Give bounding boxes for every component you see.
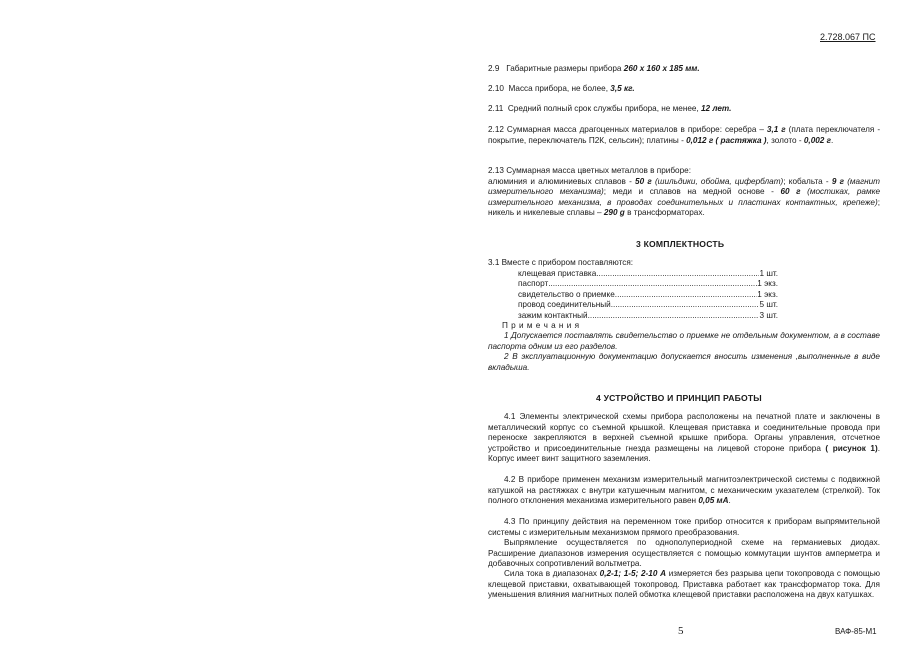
- nickel-mass: 290 g: [603, 208, 625, 217]
- item-text: 4.3 По принципу действия на переменном токе прибор относится к приборам выпрямительной системы с измерительным механизмом прямого преобразования.: [488, 517, 880, 537]
- item-text: (плата переключателя - покрытие, переключатель П2К, сельсин); платины -: [488, 125, 881, 145]
- item-text: ; никель и никелевые сплавы –: [488, 197, 880, 217]
- item-text: .: [831, 135, 834, 145]
- item-text: Суммарная масса цветных металлов в приборе:: [506, 166, 691, 175]
- section-3-heading: 3 КОМПЛЕКТНОСТЬ: [636, 239, 725, 249]
- item-text: измеряется без разрыва цепи токопровода с помощью клещевой приставки, охватывающей токопровод. Приставка работает как трансформатор тока. Для уменьшения влияния магнитных полей обмотка клещевой приставки расположена на двух катушках.: [488, 569, 881, 599]
- item-number: 2.11: [488, 104, 504, 113]
- gold-mass: 0,002 г: [803, 135, 831, 145]
- item-text: ; кобальта -: [783, 176, 829, 186]
- item-text: в трансформаторах.: [627, 208, 705, 217]
- leader-dots: [596, 269, 759, 280]
- item-2-10: [488, 84, 880, 95]
- item-text: Средний полный срок службы прибора, не менее,: [507, 104, 699, 113]
- item-number: 2.10: [488, 84, 504, 93]
- item-text: Масса прибора, не более,: [508, 84, 609, 93]
- aluminum-mass: 50 г: [635, 176, 652, 186]
- kit-item-qty: 1 экз.: [757, 279, 778, 288]
- item-number: 2.9: [488, 64, 500, 73]
- note-text: 1 Допускается поставлять свидетельство о приемке не отдельным документом, а в составе паспорта одним из его разделов.: [488, 331, 880, 351]
- item-2-12: [488, 125, 880, 146]
- document-number: 2.728.067 ПС: [820, 32, 876, 42]
- item-text: Сила тока в диапазонах: [504, 569, 597, 578]
- item-note: (магнит измерительного механизма): [488, 176, 880, 196]
- item-value: 3,5 кг.: [610, 84, 635, 93]
- cobalt-mass: 9 г: [831, 176, 844, 186]
- item-value: 12 лет.: [701, 104, 732, 113]
- kit-item-qty: 1 экз.: [757, 289, 778, 299]
- notes-title: П р и м е ч а н и я: [502, 321, 580, 330]
- kit-list: [488, 258, 880, 332]
- kit-item-qty: 5 шт.: [759, 300, 778, 309]
- item-text: Габаритные размеры прибора: [506, 64, 622, 73]
- kit-intro: 3.1 Вместе с прибором поставляются:: [488, 258, 634, 267]
- item-4-4: [488, 538, 880, 570]
- item-4-3: [488, 517, 880, 538]
- kit-item-name: провод соединительный: [518, 300, 611, 309]
- item-text: .: [728, 496, 731, 505]
- item-text: ; меди и сплавов на медной основе -: [603, 187, 774, 196]
- item-value: 260 x 160 x 185 мм.: [623, 64, 700, 73]
- figure-ref: ( рисунок 1): [825, 443, 878, 453]
- leader-dots: [588, 311, 760, 322]
- item-number: 2.12: [488, 125, 504, 134]
- item-text: 4.1 Элементы электрической схемы прибора расположены на печатной плате и заключены в металлический корпус со съемной крышкой. Клещевая приставка и соединительные провода при переноске закрепляются в верхней съемной крышке прибора. Органы управления, отсчетное устройство и присоединительные гнезда размещены на лицевой стороне прибора: [488, 412, 880, 453]
- full-deflection-current: 0,05 мА: [698, 496, 729, 505]
- item-2-13: [488, 166, 880, 219]
- kit-item-name: клещевая приставка: [518, 268, 597, 278]
- section-4-heading: 4 УСТРОЙСТВО И ПРИНЦИП РАБОТЫ: [596, 393, 762, 403]
- item-text: , золото -: [766, 135, 802, 145]
- note-text: 2 В эксплуатационную документацию допускается вносить изменения ,выполненные в виде вкладыша.: [488, 352, 880, 372]
- item-4-5: [488, 569, 880, 601]
- note-1: [488, 331, 880, 352]
- item-text: Выпрямление осуществляется по однополупериодной схеме на германиевых диодах. Расширение диапазонов измерения осуществляется с помощью коммутации шунтов амперметра и добавочных сопротивлений вольтметра.: [488, 538, 880, 568]
- kit-item: [518, 311, 778, 322]
- item-4-2: [488, 475, 880, 507]
- kit-item-name: зажим контактный: [518, 310, 588, 320]
- leader-dots: [611, 300, 760, 311]
- item-text: 4.2 В приборе применен механизм измерительный магнитоэлектрической системы с подвижной катушкой на растяжках с внутри катушечным магнитом, с механическим указателем (стрелкой). Ток полного отклонения механизма измерительного равен: [488, 475, 880, 505]
- kit-item: [518, 269, 778, 280]
- item-4-1: [488, 412, 880, 465]
- platinum-mass: 0,012 г ( растяжка ): [686, 135, 767, 145]
- kit-item-qty: 1 шт.: [759, 268, 778, 278]
- copper-mass: 60 г: [780, 187, 801, 196]
- kit-items: [518, 269, 880, 322]
- leader-dots: [615, 290, 757, 301]
- page-number: 5: [678, 625, 684, 637]
- item-text: . Корпус имеет винт защитного заземления.: [488, 443, 880, 463]
- item-note: (мостиках, рамке измерительного механизма, в проводах соединительных и пластинах контактных, крепеже): [488, 187, 880, 207]
- item-note: (шильдики, обойма, циферблат): [654, 176, 784, 186]
- kit-item: [518, 290, 778, 301]
- kit-item: [518, 279, 778, 290]
- kit-item: [518, 300, 778, 311]
- silver-mass: 3,1 г: [766, 125, 786, 134]
- item-text: Суммарная масса драгоценных материалов в приборе: серебра –: [506, 125, 764, 134]
- kit-item-name: паспорт: [518, 279, 549, 288]
- item-2-11: [488, 104, 880, 115]
- item-2-9: [488, 64, 880, 75]
- document-code: ВАФ-85-М1: [835, 627, 877, 636]
- note-2: [488, 352, 880, 373]
- item-text: алюминия и алюминиевых сплавов -: [488, 176, 632, 186]
- kit-item-name: свидетельство о приемке: [518, 289, 615, 299]
- leader-dots: [548, 279, 757, 290]
- item-number: 2.13: [488, 166, 504, 175]
- kit-item-qty: 3 шт.: [759, 310, 778, 320]
- current-ranges: 0,2-1; 1-5; 2-10 А: [599, 569, 667, 578]
